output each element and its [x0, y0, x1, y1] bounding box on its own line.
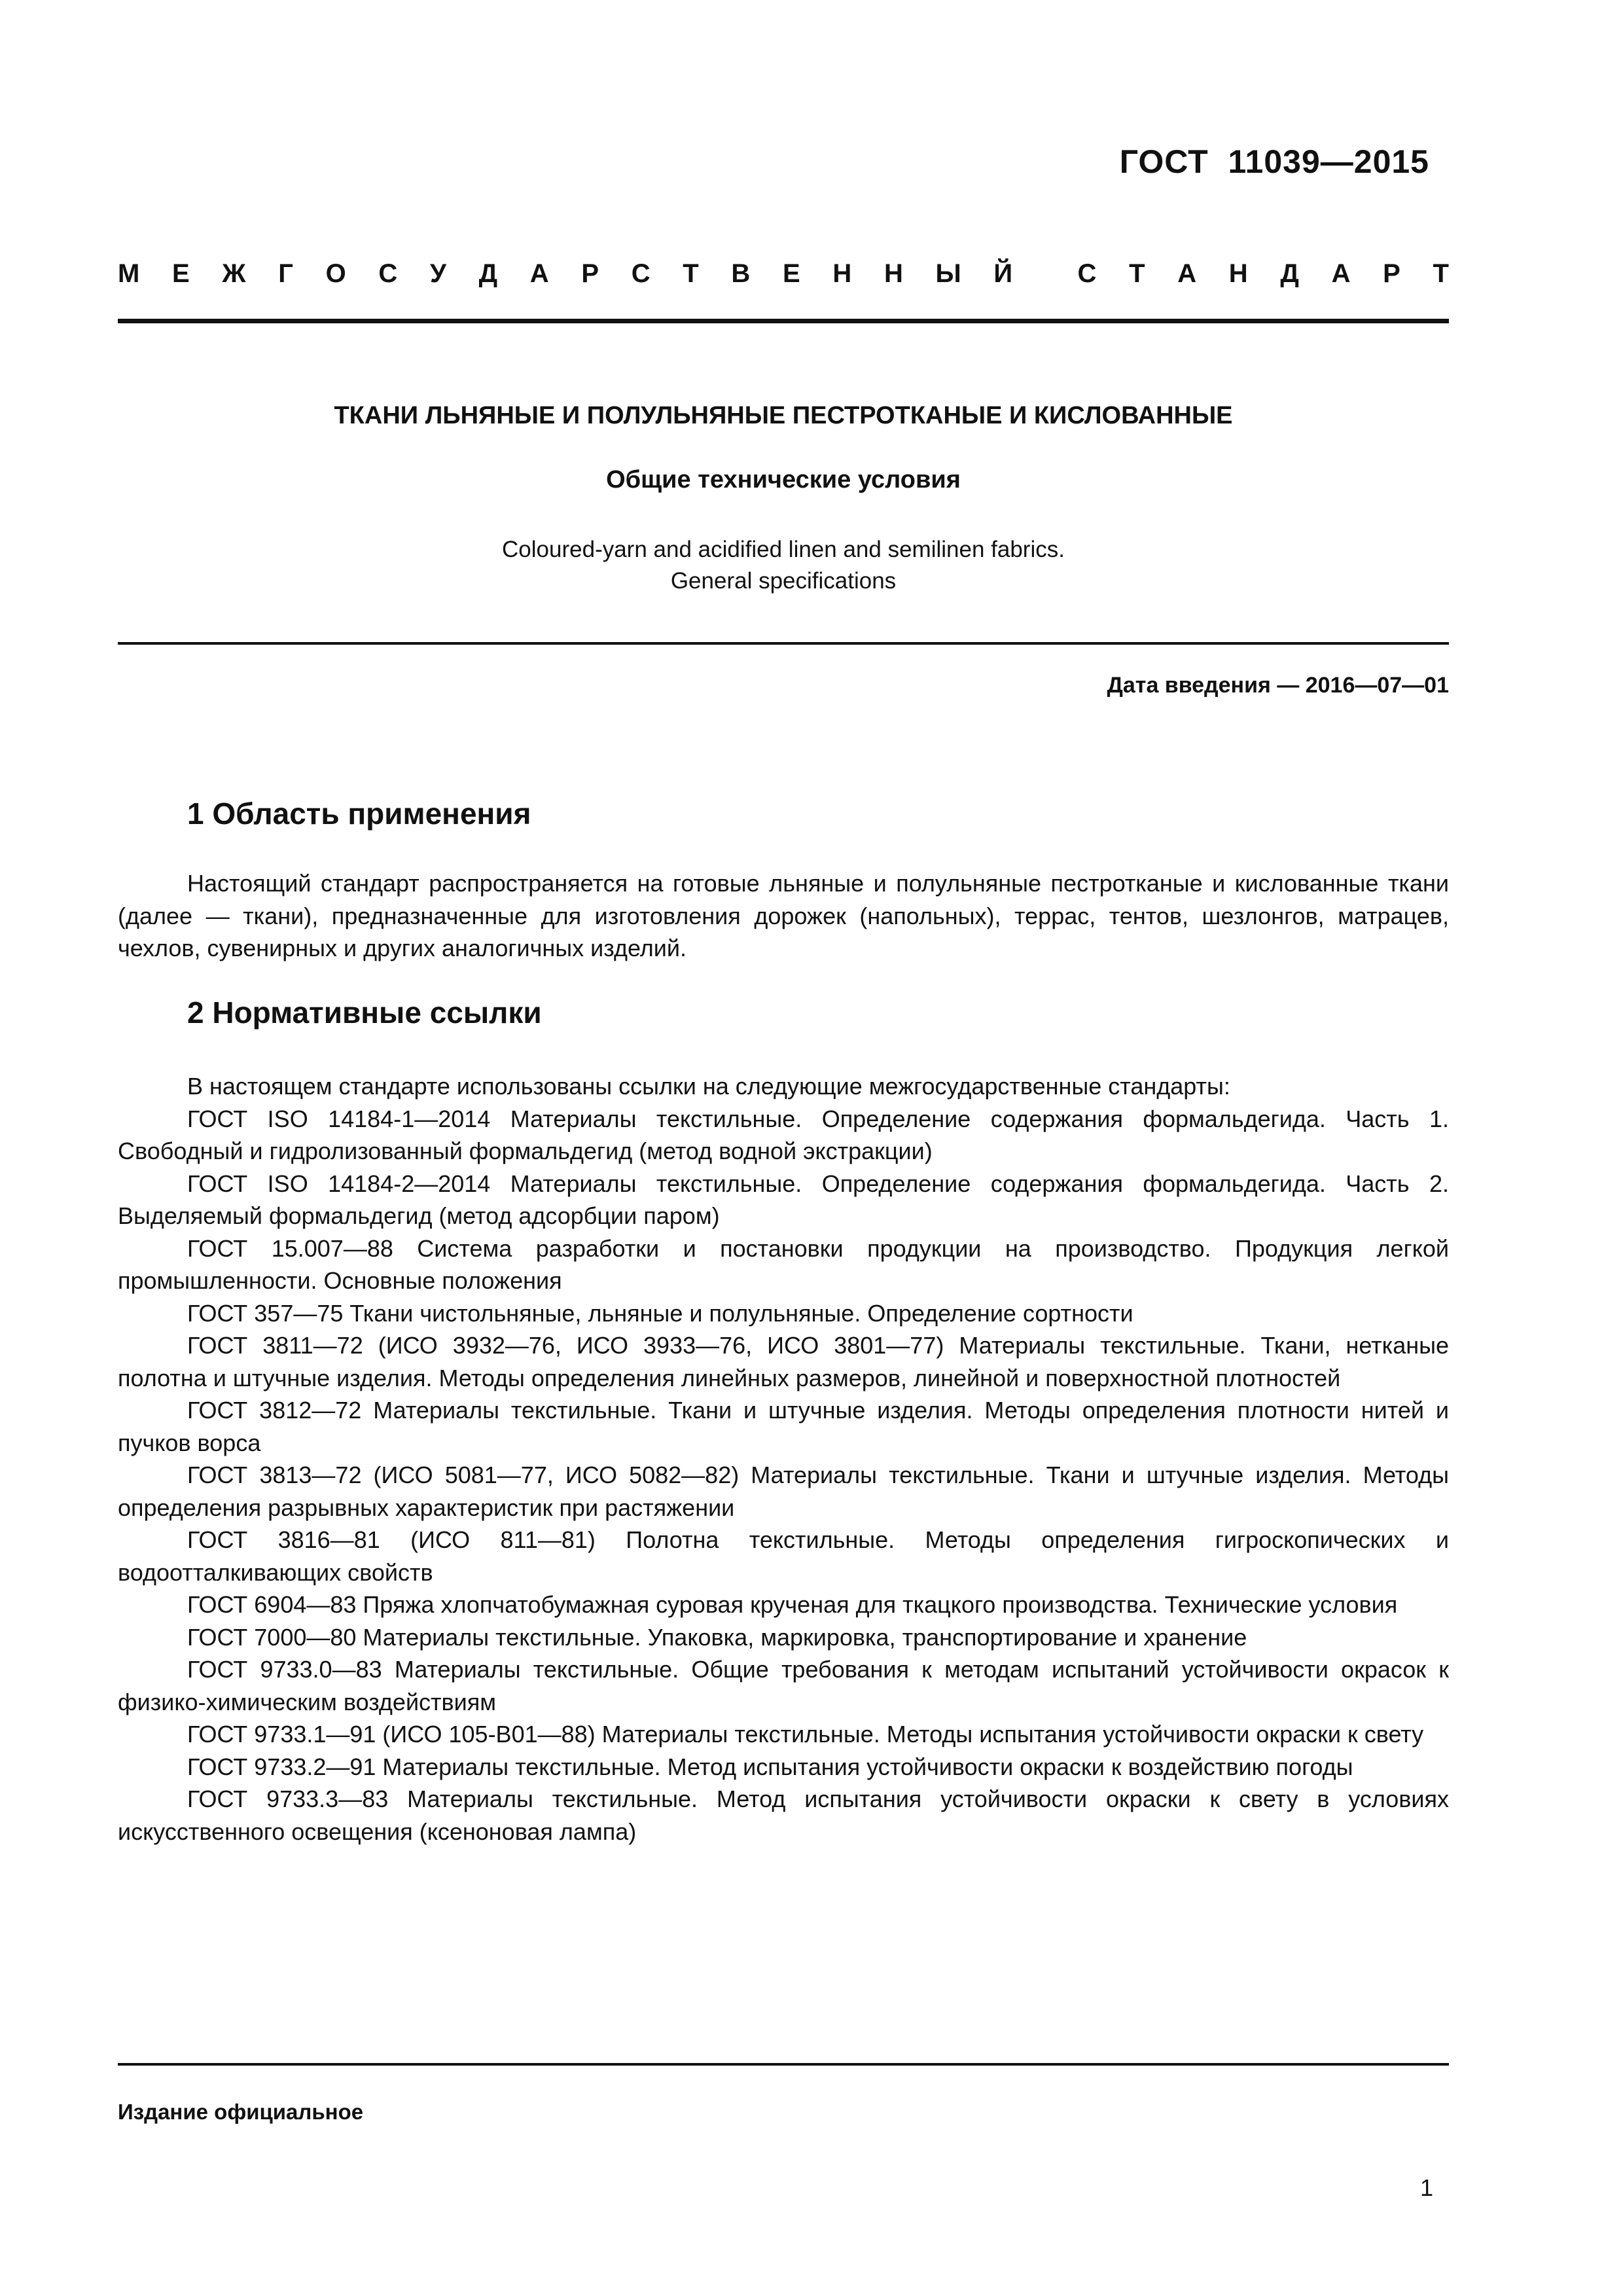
- heading-letter: М: [118, 259, 140, 288]
- reference-item: ГОСТ 9733.3—83 Материалы текстильные. Метод испытания устойчивости окраски к свету в условиях искусственного освещения (ксеноновая лампа): [118, 1785, 1449, 1845]
- heading-letter: Р: [1383, 259, 1400, 288]
- reference-item: ГОСТ 15.007—88 Система разработки и постановки продукции на производство. Продукция легкой промышленности. Основные положения: [118, 1234, 1449, 1294]
- heading-letter: Т: [1433, 259, 1449, 288]
- heading-letter: У: [430, 259, 446, 288]
- heading-letter: А: [529, 259, 549, 288]
- heading-letter: С: [1077, 259, 1097, 288]
- heading-letter: Г: [278, 259, 293, 288]
- document-title: ТКАНИ ЛЬНЯНЫЕ И ПОЛУЛЬНЯНЫЕ ПЕСТРОТКАНЫЕ И КИСЛОВАННЫЕ: [334, 402, 1233, 429]
- header-divider: [118, 319, 1449, 323]
- heading-letter: А: [1331, 259, 1351, 288]
- reference-item: ГОСТ ISO 14184-2—2014 Материалы текстильные. Определение содержания формальдегида. Часть 2. Выделяемый формальдегид (метод адсорбции паром): [118, 1170, 1449, 1229]
- reference-item: ГОСТ ISO 14184-1—2014 Материалы текстильные. Определение содержания формальдегида. Часть 1. Свободный и гидролизованный формальдегид (метод водной экстракции): [118, 1105, 1449, 1164]
- standard-type-heading: [118, 259, 1449, 289]
- english-title-line-2: General specifications: [670, 568, 897, 594]
- reference-item: ГОСТ 3811—72 (ИСО 3932—76, ИСО 3933—76, ИСО 3801—77) Материалы текстильные. Ткани, нетканые полотна и штучные изделия. Методы определения линейных размеров, линейной и поверхностной плотностей: [118, 1332, 1449, 1391]
- heading-letter: Н: [883, 259, 903, 288]
- reference-item: ГОСТ 9733.0—83 Материалы текстильные. Общие требования к методам испытаний устойчивости окрасок к физико-химическим воздействиям: [118, 1656, 1449, 1715]
- heading-letter: В: [731, 259, 751, 288]
- heading-letter: С: [631, 259, 651, 288]
- heading-letter: Й: [993, 259, 1013, 288]
- reference-item: ГОСТ 3813—72 (ИСО 5081—77, ИСО 5082—82) Материалы текстильные. Ткани и штучные изделия. Методы определения разрывных характеристик при растяжении: [118, 1462, 1449, 1521]
- heading-letter: Т: [1129, 259, 1145, 288]
- english-title: [118, 534, 1449, 597]
- reference-item: ГОСТ 3816—81 (ИСО 811—81) Полотна текстильные. Методы определения гигроскопических и водоотталкивающих свойств: [118, 1526, 1449, 1586]
- section-1-heading: 1 Область применения: [187, 797, 531, 831]
- reference-item: ГОСТ 9733.2—91 Материалы текстильные. Метод испытания устойчивости окраски к воздействию погоды: [187, 1753, 1353, 1780]
- page-number: 1: [1419, 2174, 1433, 2201]
- document-subtitle: Общие технические условия: [606, 466, 961, 493]
- heading-letter: Е: [783, 259, 800, 288]
- reference-item: ГОСТ 9733.1—91 (ИСО 105-В01—88) Материалы текстильные. Методы испытания устойчивости окраски к свету: [187, 1721, 1424, 1748]
- footer-divider: [118, 2063, 1449, 2066]
- section-2-heading: 2 Нормативные ссылки: [187, 996, 542, 1030]
- references-intro: В настоящем стандарте использованы ссылки на следующие межгосударственные стандарты:: [187, 1073, 1230, 1100]
- edition-note: Издание официальное: [118, 2100, 364, 2124]
- heading-letter: Ж: [222, 259, 246, 288]
- english-title-line-1: Coloured-yarn and acidified linen and semilinen fabrics.: [502, 537, 1065, 562]
- reference-item: ГОСТ 7000—80 Материалы текстильные. Упаковка, маркировка, транспортирование и хранение: [187, 1623, 1247, 1651]
- heading-letter: А: [1177, 259, 1197, 288]
- heading-letter: Е: [172, 259, 190, 288]
- title-divider: [118, 642, 1449, 645]
- introduction-date: Дата введения — 2016—07—01: [1107, 673, 1449, 698]
- reference-item: ГОСТ 3812—72 Материалы текстильные. Ткани и штучные изделия. Методы определения плотности нитей и пучков ворса: [118, 1397, 1449, 1456]
- heading-letter: Т: [683, 259, 699, 288]
- reference-item: ГОСТ 357—75 Ткани чистольняные, льняные и полульняные. Определение сортности: [187, 1299, 1133, 1327]
- heading-letter: Ы: [935, 259, 961, 288]
- heading-letter: С: [378, 259, 398, 288]
- heading-letter: Н: [832, 259, 852, 288]
- document-code: ГОСТ 11039—2015: [1119, 143, 1429, 180]
- section-2-body: [118, 1070, 1449, 1848]
- heading-letter: Д: [1280, 259, 1299, 288]
- heading-letter: Д: [478, 259, 498, 288]
- heading-letter: Н: [1228, 259, 1248, 288]
- reference-item: ГОСТ 6904—83 Пряжа хлопчатобумажная суровая крученая для ткацкого производства. Технические условия: [187, 1591, 1398, 1618]
- section-1-text: Настоящий стандарт распространяется на готовые льняные и полульняные пестротканые и кислованные ткани (далее — ткани), предназначенные для изготовления дорожек (напольных), террас, тентов, шезлонгов, матрацев, чехлов, сувенирных и других аналогичных изделий.: [118, 870, 1449, 961]
- heading-letter: О: [325, 259, 346, 288]
- heading-letter: Р: [581, 259, 599, 288]
